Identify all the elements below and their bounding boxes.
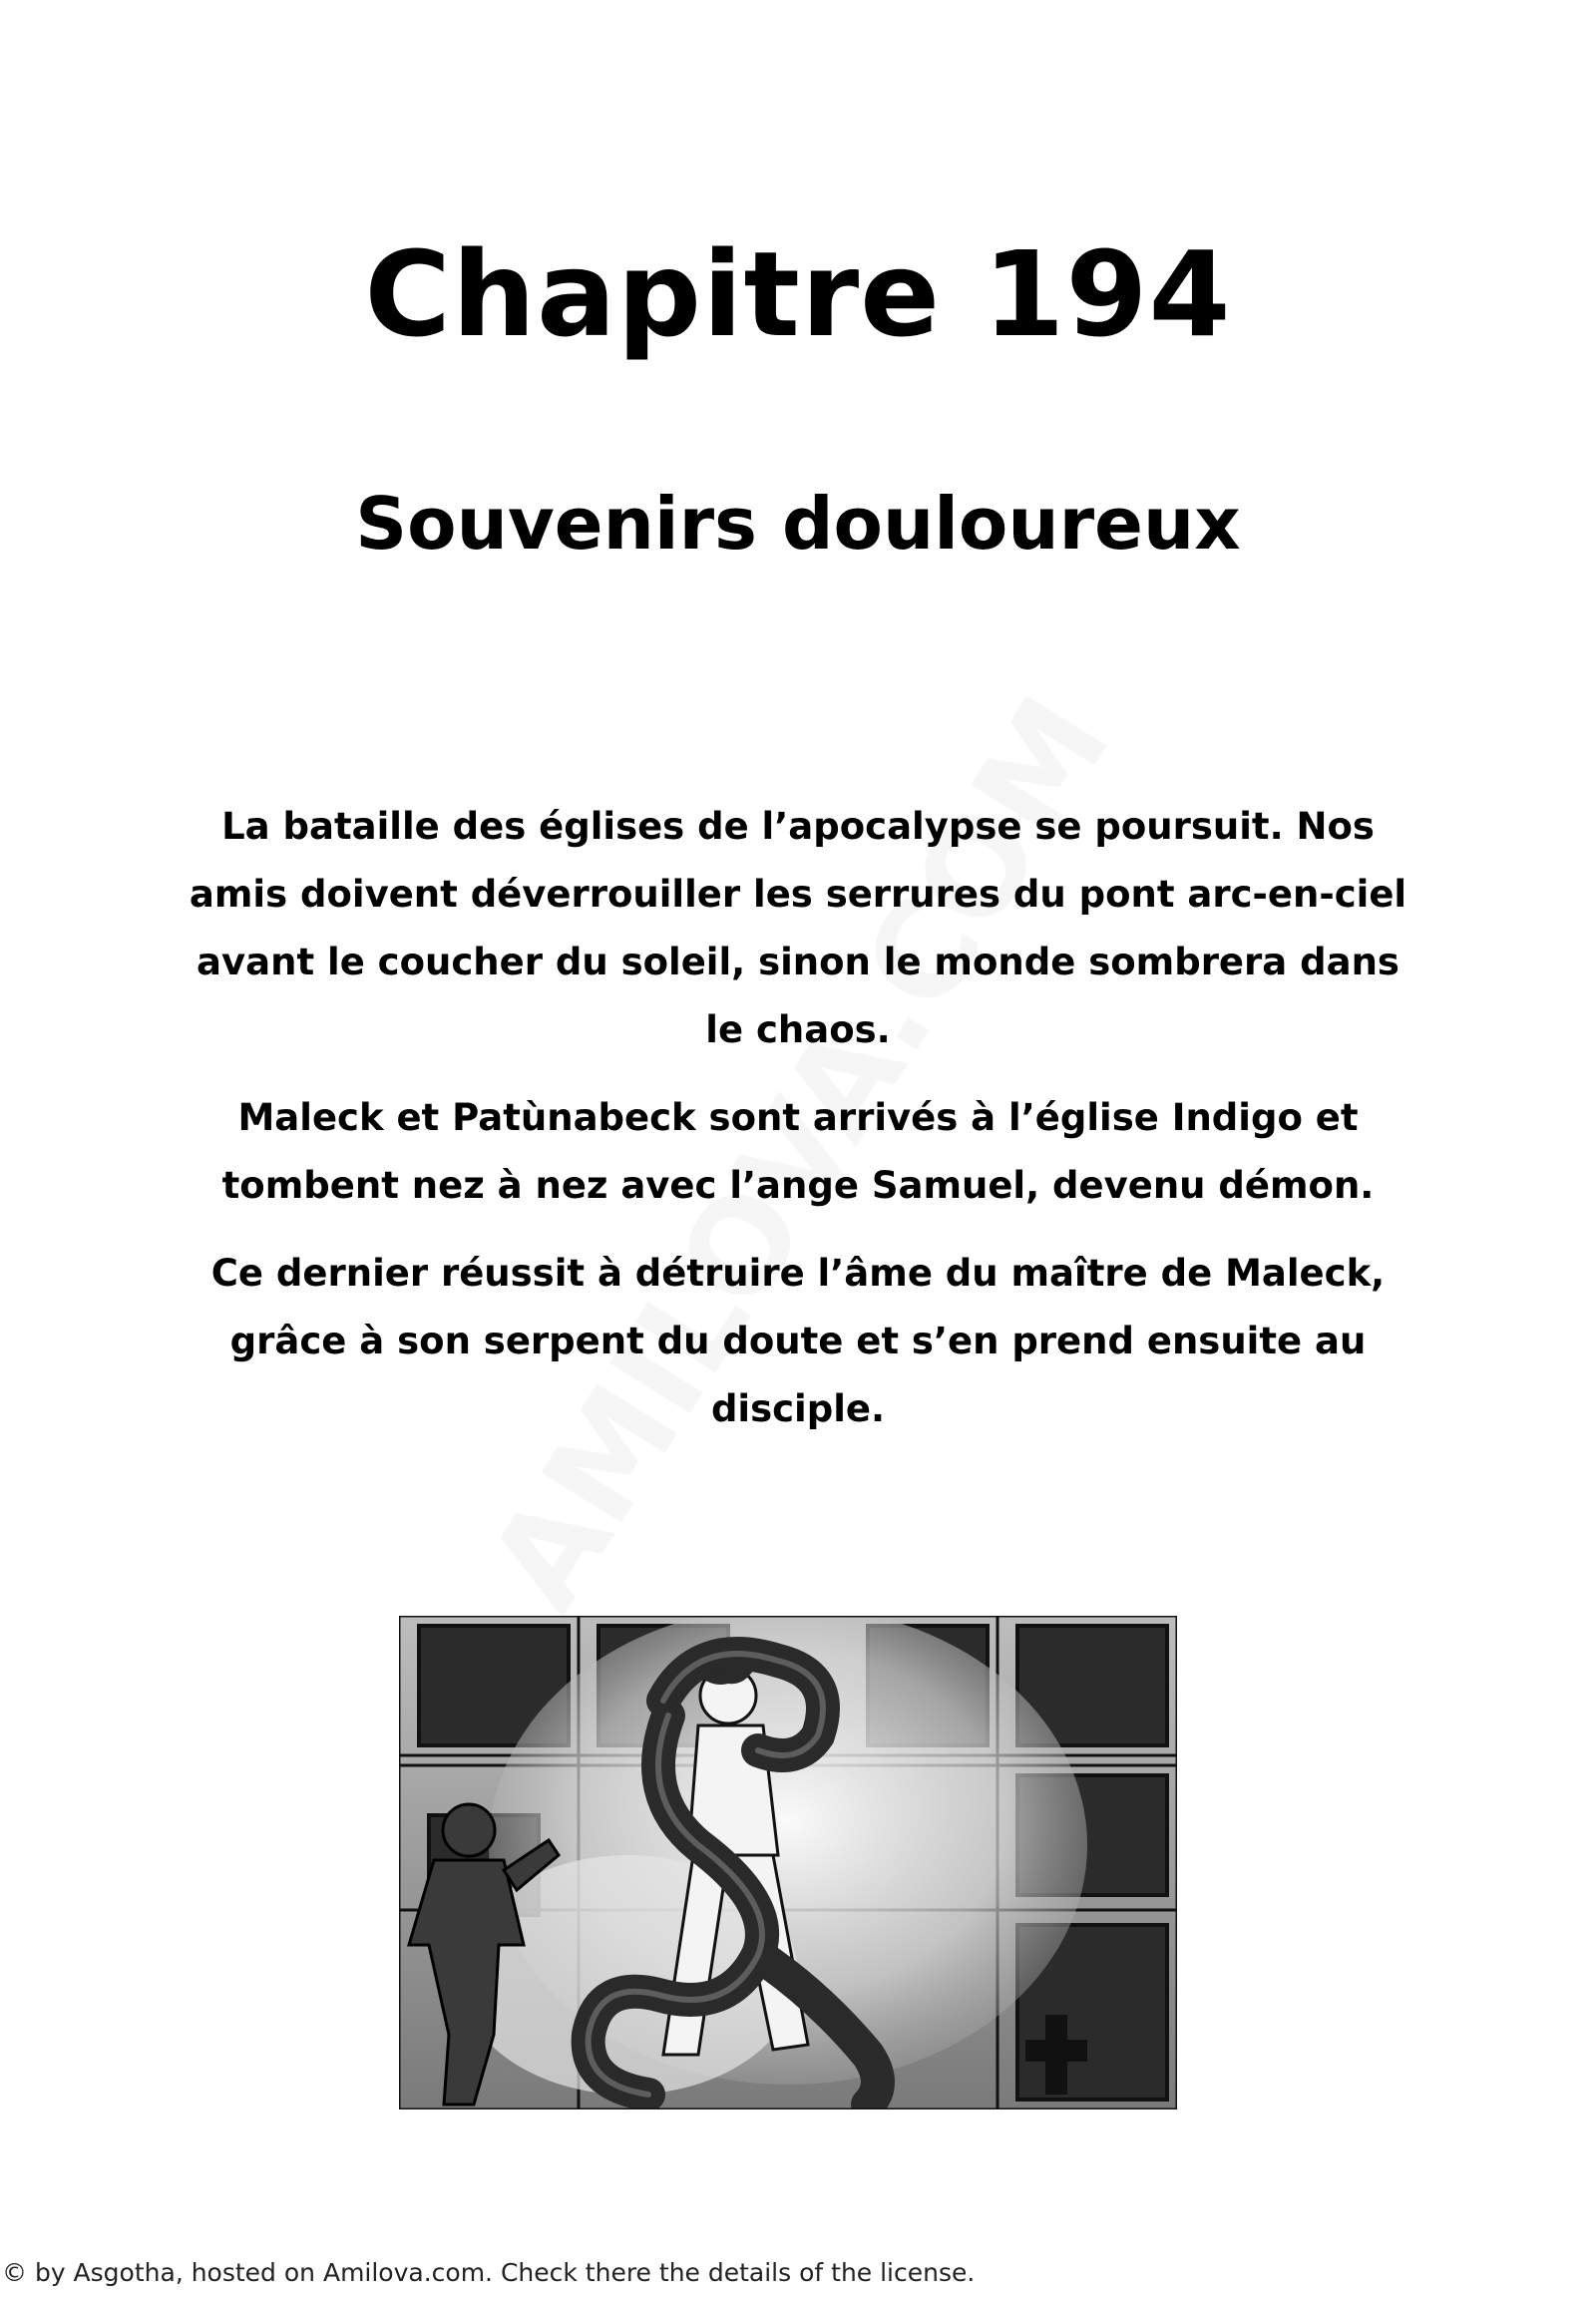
summary-paragraph: Maleck et Patùnabeck sont arrivés à l’église Indigo et tombent nez à nez avec l’ange Samuel, devenu démon. (221, 1096, 1375, 1207)
chapter-title: Chapitre 194 (364, 225, 1232, 363)
copyright-footer: © by Asgotha, hosted on Amilova.com. Check there the details of the license. (2, 2258, 976, 2287)
chapter-subtitle: Souvenirs douloureux (355, 482, 1241, 566)
chapter-summary (180, 793, 1416, 1463)
serpent-illustration-icon (399, 1616, 1177, 2109)
comic-panel-illustration (399, 1616, 1177, 2109)
summary-paragraph: Ce dernier réussit à détruire l’âme du maître de Maleck, grâce à son serpent du doute et s’en prend ensuite au disciple. (210, 1252, 1386, 1430)
summary-paragraph: La bataille des églises de l’apocalypse se poursuit. Nos amis doivent déverrouiller les serrures du pont arc-en-ciel avant le coucher du soleil, sinon le monde sombrera dans le chaos. (189, 805, 1407, 1051)
